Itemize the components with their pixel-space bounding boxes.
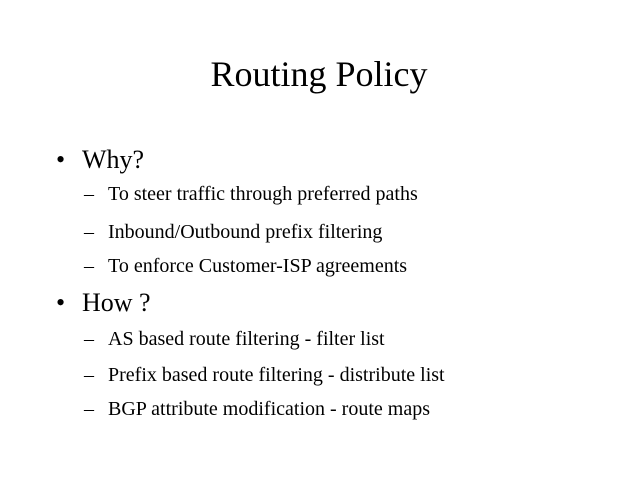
sub-bullet-dash: – [84,398,94,420]
bullet-how [56,287,151,319]
sub-bullet-dash: – [84,221,94,243]
sub-bullet-dash: – [84,328,94,350]
sub-bullet-enforce-agreements [84,253,407,279]
bullet-dot: • [56,145,66,174]
sub-bullet-dash: – [84,364,94,386]
sub-bullet-prefix-filtering [84,219,382,245]
slide-title: Routing Policy [210,54,428,94]
sub-bullet-dash: – [84,255,94,277]
bullet-why [56,144,144,176]
sub-bullet-steer-traffic [84,181,418,207]
sub-bullet-text: BGP attribute modification - route maps [108,398,430,420]
sub-bullet-prefix-distribute [84,362,445,388]
bullet-heading-why: Why? [82,145,145,174]
sub-bullet-text: To enforce Customer-ISP agreements [108,255,408,277]
bullet-heading-how: How ? [82,288,151,317]
sub-bullet-as-filtering [84,326,385,352]
bullet-dot: • [56,288,66,317]
sub-bullet-text: AS based route filtering - filter list [108,328,385,350]
sub-bullet-text: To steer traffic through preferred paths [108,183,418,205]
sub-bullet-text: Inbound/Outbound prefix filtering [108,221,383,243]
sub-bullet-bgp-route-maps [84,396,430,422]
sub-bullet-text: Prefix based route filtering - distribute list [108,364,445,386]
sub-bullet-dash: – [84,183,94,205]
